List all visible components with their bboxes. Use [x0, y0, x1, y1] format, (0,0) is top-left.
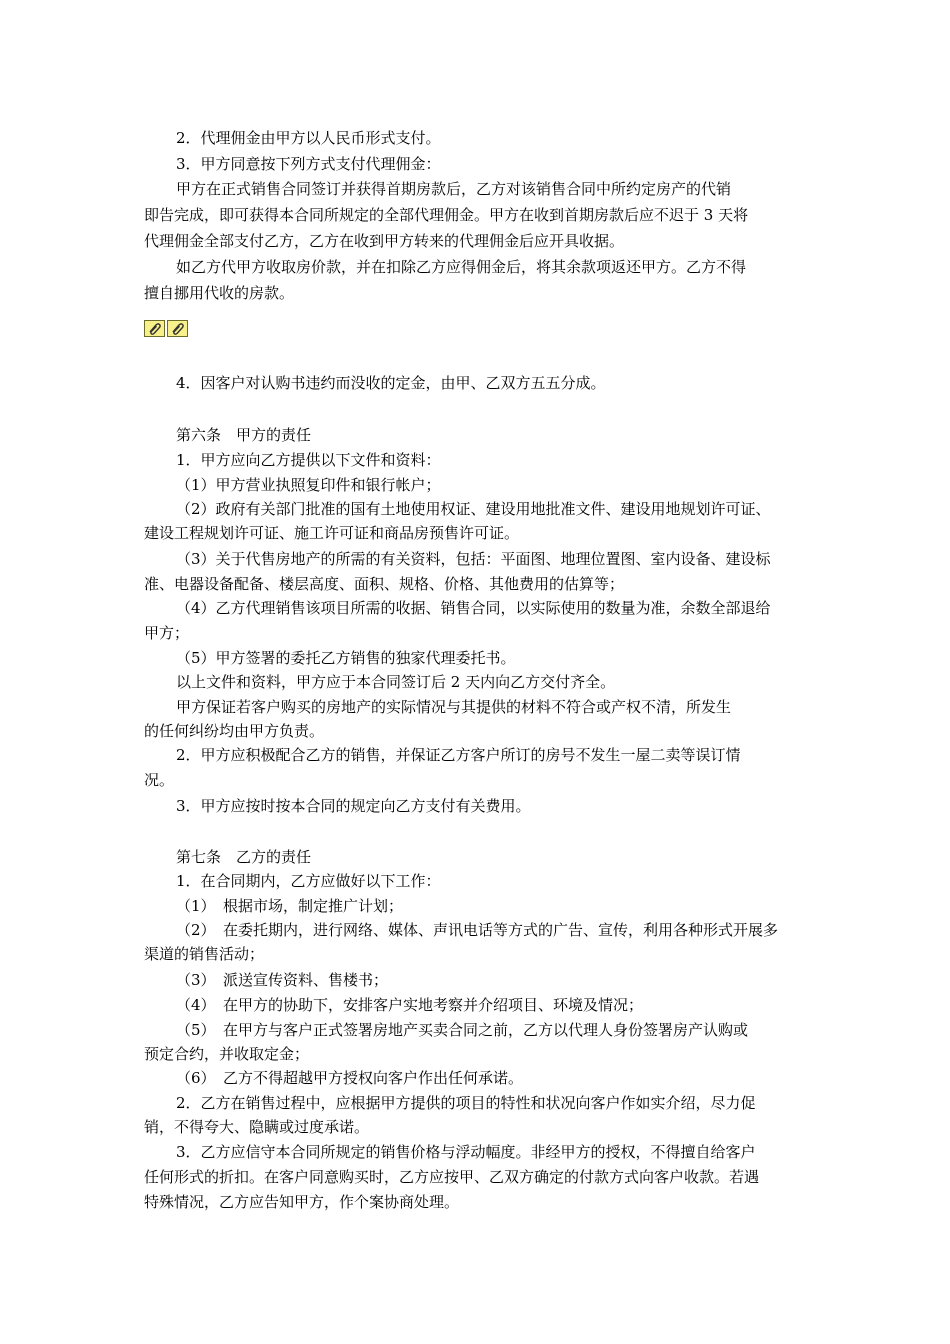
- article7-item-3-line: 3．乙方应信守本合同所规定的销售价格与浮动幅度。非经甲方的授权，不得擅自给客户: [176, 1143, 756, 1161]
- commission-item-2: 2．代理佣金由甲方以人民币形式支付。: [176, 129, 441, 147]
- article7-item-3-line: 任何形式的折扣。在客户同意购买时，乙方应按甲、乙双方确定的付款方式向客户收款。若遇: [144, 1168, 760, 1186]
- article6-sub-1: （1）甲方营业执照复印件和银行帐户；: [176, 476, 441, 494]
- attachment-icons: [144, 320, 190, 338]
- collection-paragraph-line: 擅自挪用代收的房款。: [144, 284, 295, 302]
- payment-paragraph-line: 代理佣金全部支付乙方，乙方在收到甲方转来的代理佣金后应开具收据。: [144, 232, 625, 250]
- article6-sub-2-line: （2）政府有关部门批准的国有土地使用权证、建设用地批准文件、建设用地规划许可证、: [176, 500, 771, 518]
- article7-sub-3: （3） 派送宣传资料、售楼书；: [176, 971, 389, 989]
- article6-sub-5: （5）甲方签署的委托乙方销售的独家代理委托书。: [176, 649, 516, 667]
- article7-sub-5-line: （5） 在甲方与客户正式签署房地产买卖合同之前，乙方以代理人身份签署房产认购或: [176, 1021, 749, 1039]
- article6-item-1: 1．甲方应向乙方提供以下文件和资料：: [176, 451, 441, 469]
- article7-item-2-line: 2．乙方在销售过程中，应根据甲方提供的项目的特性和状况向客户作如实介绍，尽力促: [176, 1094, 756, 1112]
- article7-item-3-line: 特殊情况，乙方应告知甲方，作个案协商处理。: [144, 1193, 460, 1211]
- article6-sub-3-line: （3）关于代售房地产的所需的有关资料，包括：平面图、地理位置图、室内设备、建设标: [176, 550, 771, 568]
- article7-sub-2-line: （2） 在委托期内，进行网络、媒体、声讯电话等方式的广告、宣传，利用各种形式开展多: [176, 921, 779, 939]
- article6-sub-2-line: 建设工程规划许可证、施工许可证和商品房预售许可证。: [144, 524, 520, 542]
- article6-item-2-line: 况。: [144, 771, 175, 789]
- attachment-icon[interactable]: [167, 320, 188, 337]
- article7-sub-5-line: 预定合约，并收取定金；: [144, 1045, 310, 1063]
- deposit-item-4: 4．因客户对认购书违约而没收的定金，由甲、乙双方五五分成。: [176, 374, 606, 392]
- article6-guarantee-line: 的任何纠纷均由甲方负责。: [144, 722, 325, 740]
- payment-paragraph-line: 甲方在正式销售合同签订并获得首期房款后，乙方对该销售合同中所约定房产的代销: [176, 180, 732, 198]
- article7-sub-2-line: 渠道的销售活动；: [144, 945, 265, 963]
- commission-item-3: 3．甲方同意按下列方式支付代理佣金：: [176, 155, 441, 173]
- payment-paragraph-line: 即告完成，即可获得本合同所规定的全部代理佣金。甲方在收到首期房款后应不迟于 3 天将: [144, 206, 749, 224]
- article7-sub-6: （6） 乙方不得超越甲方授权向客户作出任何承诺。: [176, 1069, 524, 1087]
- article7-title: 第七条 乙方的责任: [176, 848, 312, 866]
- article7-sub-4: （4） 在甲方的协助下，安排客户实地考察并介绍项目、环境及情况；: [176, 996, 644, 1014]
- article6-item-3: 3．甲方应按时按本合同的规定向乙方支付有关费用。: [176, 797, 531, 815]
- article7-item-1: 1．在合同期内，乙方应做好以下工作：: [176, 872, 441, 890]
- article6-item-2-line: 2．甲方应积极配合乙方的销售，并保证乙方客户所订的房号不发生一屋二卖等误订情: [176, 746, 741, 764]
- article6-sub-3-line: 准、电器设备配备、楼层高度、面积、规格、价格、其他费用的估算等；: [144, 575, 625, 593]
- attachment-icon[interactable]: [144, 320, 165, 337]
- article7-sub-1: （1） 根据市场，制定推广计划；: [176, 897, 404, 915]
- article6-title: 第六条 甲方的责任: [176, 426, 312, 444]
- article6-sub-4-line: （4）乙方代理销售该项目所需的收据、销售合同，以实际使用的数量为准，余数全部退给: [176, 599, 771, 617]
- collection-paragraph-line: 如乙方代甲方收取房价款，并在扣除乙方应得佣金后，将其余款项返还甲方。乙方不得: [176, 258, 747, 276]
- article6-sub-4-line: 甲方；: [144, 624, 190, 642]
- article6-guarantee-line: 甲方保证若客户购买的房地产的实际情况与其提供的材料不符合或产权不清，所发生: [176, 698, 732, 716]
- article7-item-2-line: 销，不得夸大、隐瞒或过度承诺。: [144, 1118, 370, 1136]
- article6-docs-paragraph: 以上文件和资料，甲方应于本合同签订后 2 天内向乙方交付齐全。: [176, 673, 616, 691]
